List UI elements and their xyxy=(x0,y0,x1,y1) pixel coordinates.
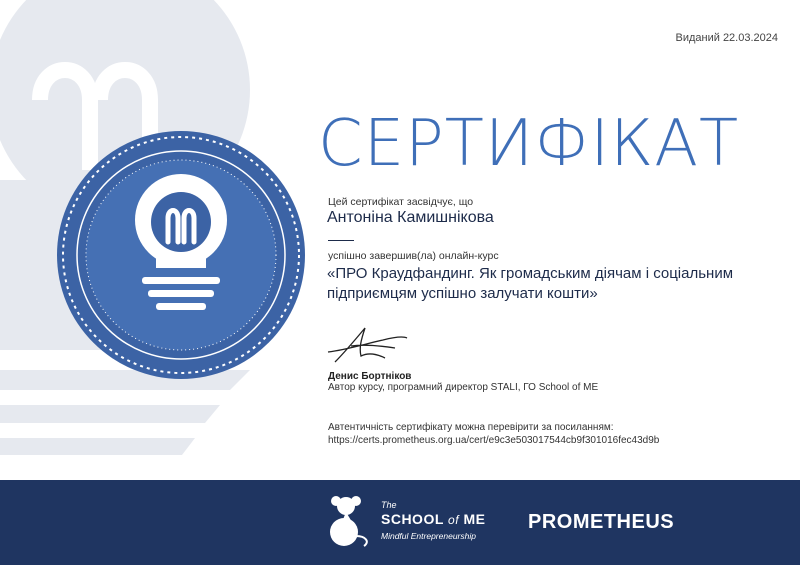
completed-label: успішно завершив(ла) онлайн-курс xyxy=(328,250,499,262)
school-logo-name xyxy=(381,511,485,527)
school-logo-name-school: SCHOOL xyxy=(381,511,444,527)
confirms-label: Цей сертифікат засвідчує, що xyxy=(328,196,474,208)
author-name: Денис Бортніков xyxy=(328,371,412,382)
lightbulb-seal-icon xyxy=(56,130,306,380)
school-of-me-mouse-icon xyxy=(318,492,374,550)
school-logo-tagline: Mindful Entrepreneurship xyxy=(381,531,476,541)
school-logo-the: The xyxy=(381,500,397,510)
verification-link[interactable]: https://certs.prometheus.org.ua/cert/e9c3e503017544cb9f301016fec43d9b xyxy=(328,435,660,446)
issue-date: Виданий 22.03.2024 xyxy=(675,32,778,44)
school-logo-name-of: of xyxy=(448,513,460,527)
signature-icon xyxy=(325,322,415,366)
school-logo-name-me: ME xyxy=(463,511,486,527)
certificate-title: СЕРТИФІКАТ xyxy=(318,107,740,181)
recipient-name: Антоніна Камишнікова xyxy=(327,209,494,226)
prometheus-logo: PROMETHEUS xyxy=(528,511,675,533)
verification-label: Автентичність сертифікату можна перевірити за посиланням: xyxy=(328,422,614,433)
course-title: «ПРО Краудфандинг. Як громадським діячам і соціальним підприємцям успішно залучати кошти» xyxy=(327,265,734,302)
divider xyxy=(328,240,354,241)
author-role: Автор курсу, програмний директор STALI, ГО School of ME xyxy=(328,382,599,393)
